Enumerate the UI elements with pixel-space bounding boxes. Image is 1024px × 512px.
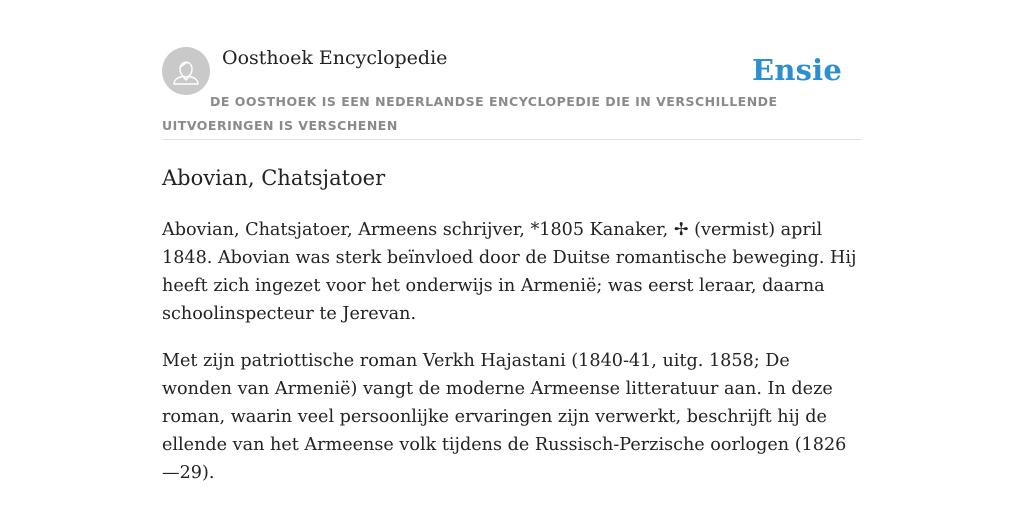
article-body [162,216,862,506]
header-divider [162,139,862,140]
brand-logo[interactable]: Ensie [752,53,842,87]
source-name[interactable]: Oosthoek Encyclopedie [222,47,448,69]
article-paragraph: Abovian, Chatsjatoer, Armeens schrijver, *1805 Kanaker, ✢ (vermist) april 1848. Abovian was sterk beïnvloed door de Duitse romantische beweging. Hij heeft zich ingezet voor het onderwijs in Armenië; was eerst leraar, daarna schoolinspecteur te Jerevan. [162,220,857,324]
article-title: Abovian, Chatsjatoer [162,166,386,190]
user-placeholder-icon[interactable] [162,47,210,95]
source-tagline: DE OOSTHOEK IS EEN NEDERLANDSE ENCYCLOPEDIE DIE IN VERSCHILLENDE UITVOERINGEN IS VERSCHENEN [162,94,778,133]
article-paragraph: Met zijn patriottische roman Verkh Hajastani (1840-41, uitg. 1858; De wonden van Armenië) vangt de moderne Armeense litteratuur aan. In deze roman, waarin veel persoonlijke ervaringen zijn verwerkt, beschrijft hij de ellende van het Armeense volk tijdens de Russisch-Perzische oorlogen (1826—29). [162,351,847,483]
